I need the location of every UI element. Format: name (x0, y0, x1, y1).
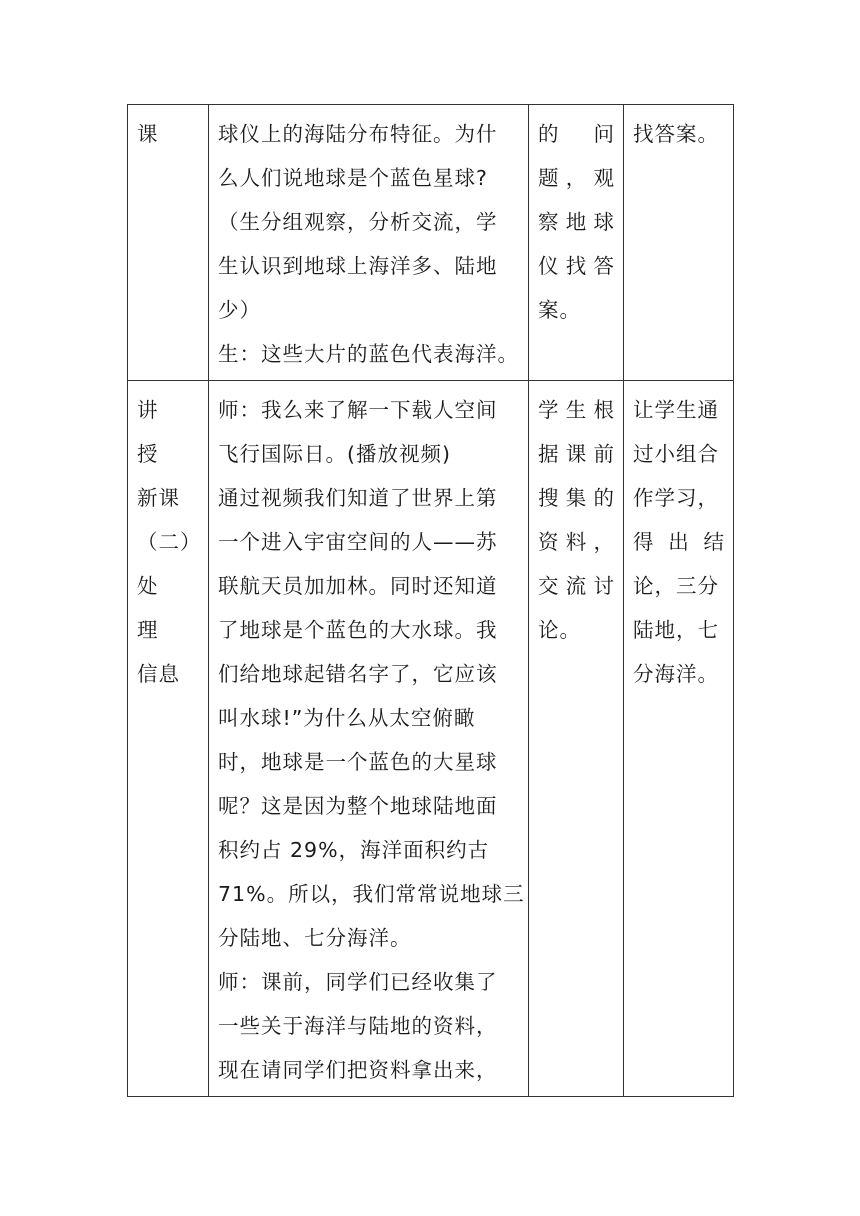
intent-line: 得出结 (633, 530, 725, 554)
activity-line: 积约占 29%，海洋面积约古 (218, 838, 490, 862)
activity-line: 么人们说地球是个蓝色星球? (218, 166, 488, 190)
activity-line: 一些关于海洋与陆地的资料， (218, 1014, 498, 1038)
activity-line: 飞行国际日。(播放视频) (218, 442, 451, 466)
intent-line: 陆地，七 (633, 618, 719, 642)
activity-line: 师：课前，同学们已经收集了 (218, 970, 498, 994)
teacher-activity-cell (209, 105, 529, 381)
activity-line: 师：我么来了解一下载人空间 (218, 398, 498, 422)
activity-line: 分陆地、七分海洋。 (218, 926, 412, 950)
design-intent-cell (624, 105, 734, 381)
student-line: 论。 (538, 618, 581, 642)
design-intent-cell (624, 381, 734, 1097)
intent-line: 作学习， (633, 486, 719, 510)
activity-line: 们给地球起错名字了，它应该 (218, 662, 498, 686)
stage-line: 新课 (137, 486, 180, 510)
intent-line: 过小组合 (633, 442, 719, 466)
student-line: 察地球 (538, 210, 615, 234)
activity-line: 少） (218, 298, 261, 322)
activity-line: 球仪上的海陆分布特征。为什 (218, 122, 498, 146)
student-line: 搜集的 (538, 486, 615, 510)
lesson-plan-table (127, 104, 734, 1097)
intent-line: 让学生通 (633, 398, 719, 422)
activity-line: 叫水球!”为什么从太空俯瞰 (218, 706, 476, 730)
stage-line: （二） (137, 530, 202, 554)
activity-line: 联航天员加加林。同时还知道 (218, 574, 498, 598)
table-row (128, 105, 734, 381)
stage-line: 处 理 (137, 574, 180, 642)
student-line: 交流讨 (538, 574, 615, 598)
intent-line: 分海洋。 (633, 662, 719, 686)
stage-line: 课 (137, 122, 159, 146)
student-line: 仪找答 (538, 254, 615, 278)
activity-line: 通过视频我们知道了世界上第 (218, 486, 498, 510)
stage-cell (128, 381, 209, 1097)
student-line: 的 问 (538, 122, 615, 146)
stage-cell (128, 105, 209, 381)
student-line: 案。 (538, 298, 581, 322)
teacher-activity-cell (209, 381, 529, 1097)
intent-line: 论，三分 (633, 574, 719, 598)
activity-line: 现在请同学们把资料拿出来， (218, 1058, 498, 1082)
activity-line: （生分组观察，分析交流，学 (218, 210, 498, 234)
activity-line: 一个进入宇宙空间的人——苏 (218, 530, 498, 554)
stage-line: 信息 (137, 662, 180, 686)
intent-line: 找答案。 (633, 122, 719, 146)
activity-line: 生：这些大片的蓝色代表海洋。 (218, 342, 519, 366)
student-activity-cell (529, 381, 624, 1097)
student-line: 资料， (538, 530, 615, 554)
table-row (128, 381, 734, 1097)
stage-line: 讲 授 (137, 398, 180, 466)
activity-line: 71%。所以，我们常常说地球三 (218, 882, 525, 906)
student-line: 学生根 (538, 398, 615, 422)
activity-line: 呢？这是因为整个地球陆地面 (218, 794, 498, 818)
activity-line: 时，地球是一个蓝色的大星球 (218, 750, 498, 774)
activity-line: 了地球是个蓝色的大水球。我 (218, 618, 498, 642)
student-line: 题，观 (538, 166, 615, 190)
student-line: 据课前 (538, 442, 615, 466)
activity-line: 生认识到地球上海洋多、陆地 (218, 254, 498, 278)
student-activity-cell (529, 105, 624, 381)
